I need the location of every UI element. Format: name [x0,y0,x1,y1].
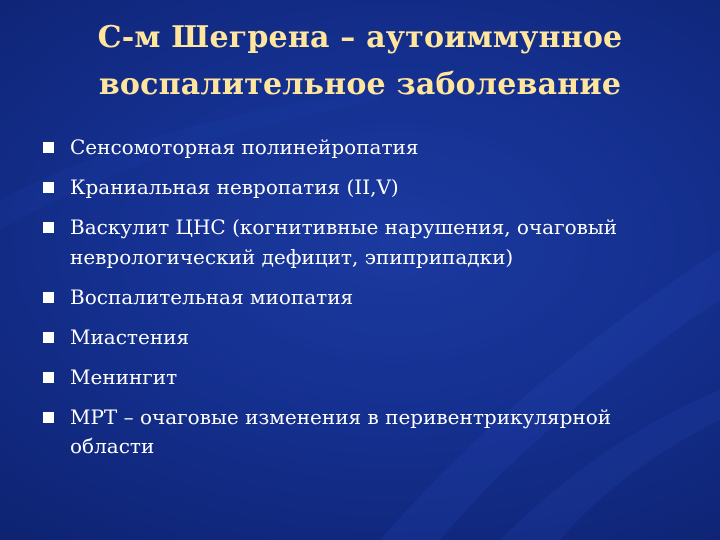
square-bullet-icon [43,222,54,233]
bullet-text: Краниальная невропатия (II,V) [70,175,399,199]
bullet-list [40,133,680,472]
bullet-item-meningitis [40,363,680,393]
square-bullet-icon [43,292,54,303]
bullet-text: Миастения [70,324,190,349]
square-bullet-icon [43,332,54,343]
slide-title-line-1: С-м Шегрена – аутоиммунное [97,20,623,55]
bullet-item-myasthenia [40,323,680,353]
bullet-text: Васкулит ЦНС (когнитивные нарушения, очаговый неврологический дефицит, эпиприпадки) [70,215,618,269]
slide-title [60,14,660,108]
bullet-item-cranial-neuropathy [40,173,680,203]
bullet-text: Воспалительная миопатия [70,284,354,309]
bullet-item-mri-findings [40,403,680,462]
bullet-item-cns-vasculitis [40,213,680,272]
bullet-item-sensorimotor-polyneuropathy [40,133,680,163]
square-bullet-icon [43,142,54,153]
square-bullet-icon [43,182,54,193]
bullet-text: Сенсомоторная полинейропатия [70,135,419,159]
bullet-text: Менингит [70,364,178,389]
bullet-item-inflammatory-myopathy [40,283,680,313]
square-bullet-icon [43,412,54,423]
square-bullet-icon [43,372,54,383]
bullet-text: МРТ – очаговые изменения в перивентрикулярной области [70,404,612,458]
slide-title-line-2: воспалительное заболевание [98,67,622,102]
